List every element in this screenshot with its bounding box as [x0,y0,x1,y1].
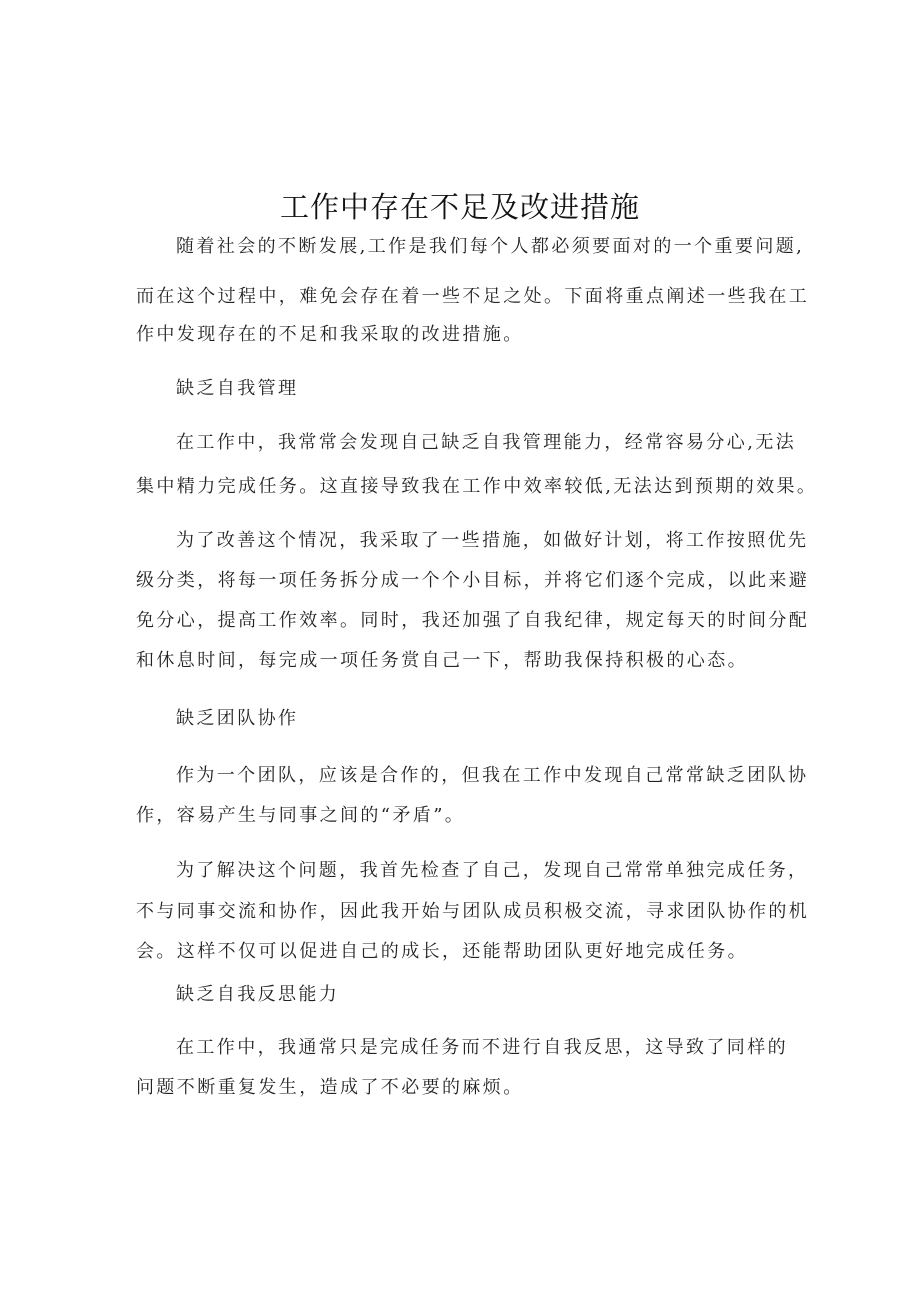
paragraph-line: 作为一个团队，应该是合作的，但我在工作中发现自己常常缺乏团队协 [176,765,809,786]
paragraph-line: 作，容易产生与同事之间的“矛盾”。 [136,805,466,826]
paragraph-line: 问题不断重复发生，造成了不必要的麻烦。 [136,1077,524,1098]
paragraph-line: 而在这个过程中，难免会存在着一些不足之处。下面将重点阐述一些我在工 [136,286,810,307]
paragraph-line: 在工作中，我通常只是完成任务而不进行自我反思，这导致了同样的 [176,1037,788,1058]
paragraph-line: 免分心，提高工作效率。同时，我还加强了自我纪律，规定每天的时间分配 [136,610,810,631]
section-heading: 缺乏团队协作 [176,708,299,729]
paragraph-line: 会。这样不仅可以促进自己的成长，还能帮助团队更好地完成任务。 [136,941,748,962]
paragraph-line: 级分类，将每一项任务拆分成一个个小目标，并将它们逐个完成，以此来避 [136,570,810,591]
document-title: 工作中存在不足及改进措施 [279,190,640,224]
paragraph-line: 为了解决这个问题，我首先检查了自己，发现自己常常单独完成任务， [176,860,809,881]
paragraph-line: 在工作中，我常常会发现自己缺乏自我管理能力，经常容易分心,无法 [176,432,797,453]
paragraph-line: 集中精力完成任务。这直接导致我在工作中效率较低,无法达到预期的效果。 [136,476,818,497]
section-heading: 缺乏自我管理 [176,378,299,399]
paragraph-line: 和休息时间，每完成一项任务赏自己一下，帮助我保持积极的心态。 [136,650,748,671]
paragraph-line: 作中发现存在的不足和我采取的改进措施。 [136,324,524,345]
paragraph-line: 为了改善这个情况，我采取了一些措施，如做好计划，将工作按照优先 [176,530,809,551]
paragraph-line: 不与同事交流和协作，因此我开始与团队成员积极交流，寻求团队协作的机 [136,901,810,922]
paragraph-line: 随着社会的不断发展,工作是我们每个人都必须要面对的一个重要问题, [176,236,805,257]
section-heading: 缺乏自我反思能力 [176,984,340,1005]
